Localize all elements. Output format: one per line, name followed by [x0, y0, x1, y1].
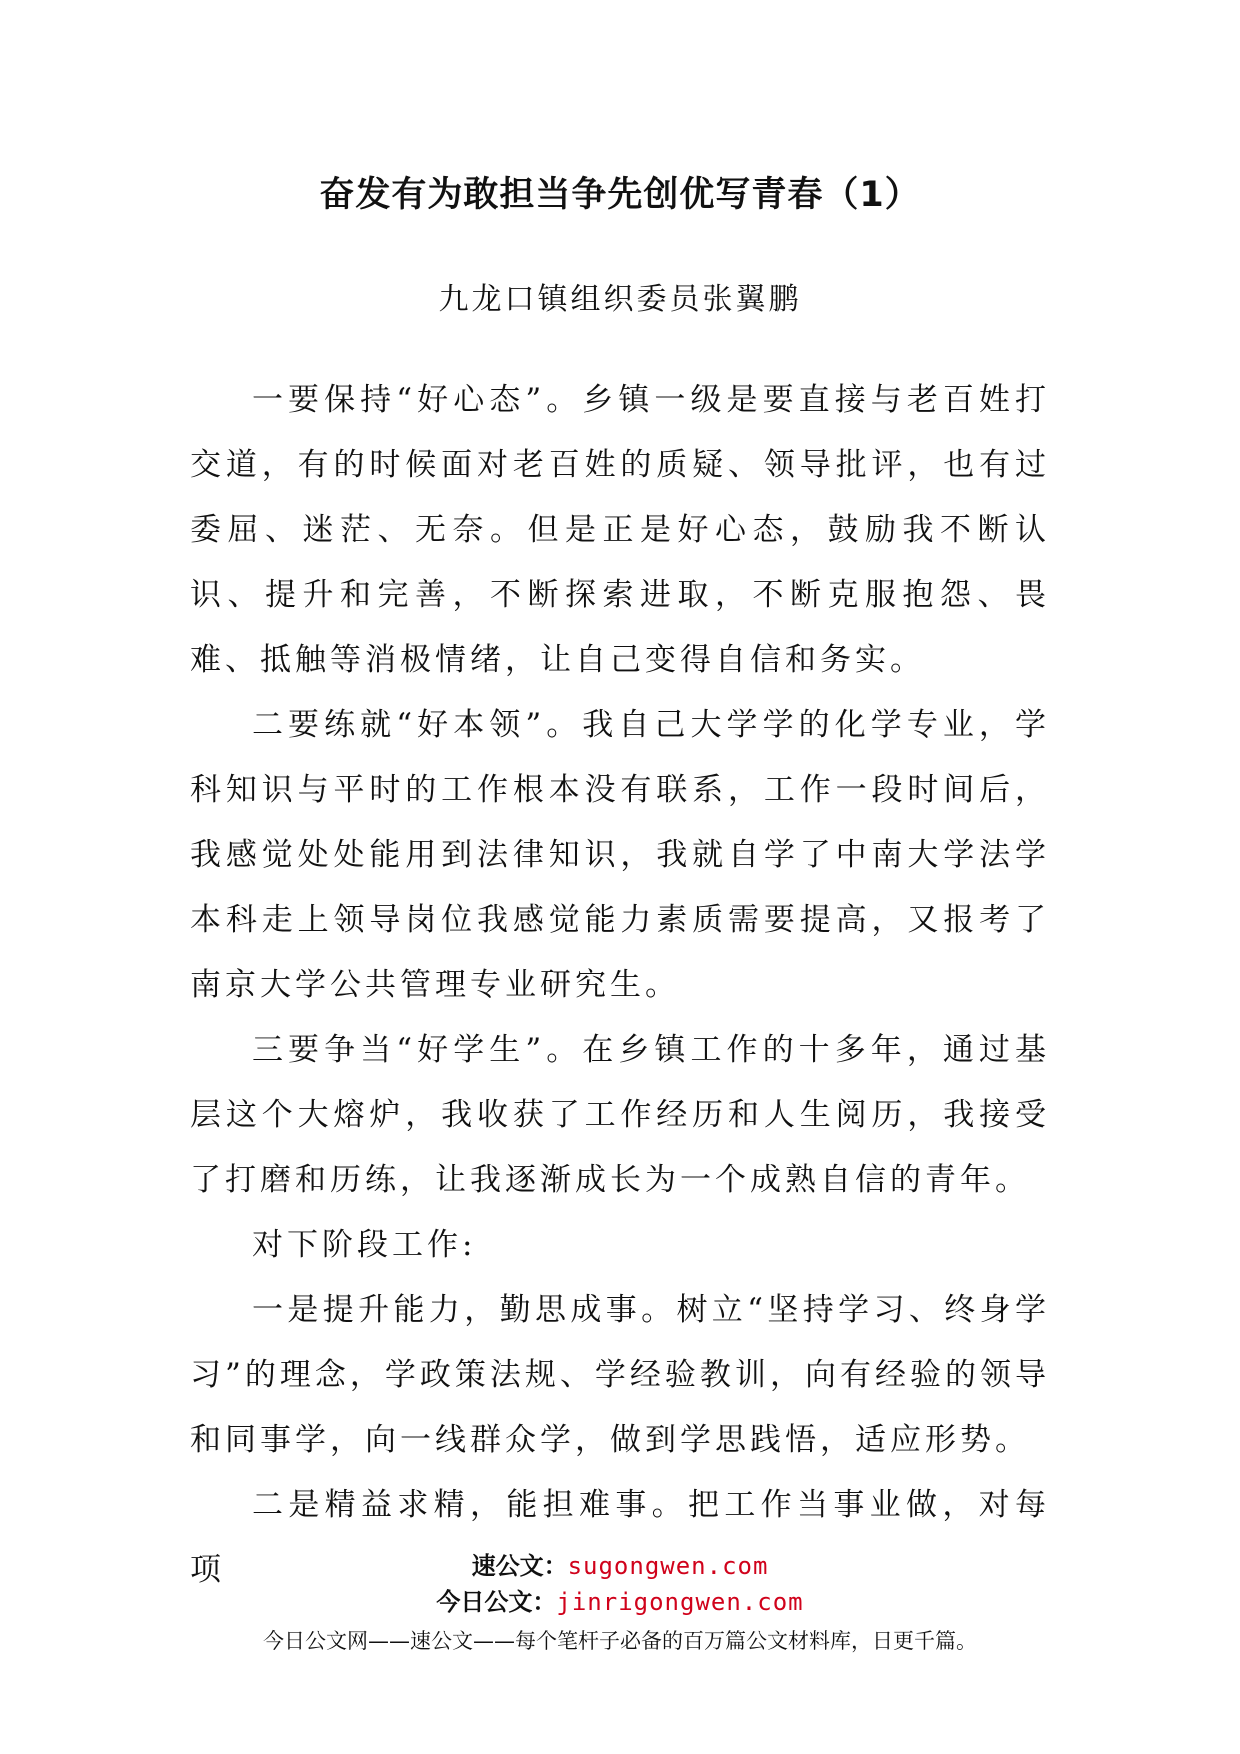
paragraph: 二要练就“好本领”。我自己大学学的化学专业，学科知识与平时的工作根本没有联系，工作一段时间后，我感觉处处能用到法律知识，我就自学了中南大学法学本科走上领导岗位我感觉能力素质需要提高，又报考了南京大学公共管理专业研究生。: [190, 707, 1050, 1003]
footer-label: 速公文：: [471, 1552, 568, 1580]
paragraph: 一要保持“好心态”。乡镇一级是要直接与老百姓打交道，有的时候面对老百姓的质疑、领导批评，也有过委屈、迷茫、无奈。但是正是好心态，鼓励我不断认识、提升和完善，不断探索进取，不断克服抱怨、畏难、抵触等消极情绪，让自己变得自信和务实。: [190, 382, 1050, 678]
document-author: 九龙口镇组织委员张翼鹏: [438, 282, 802, 317]
footer-line-sugongwen: [0, 1550, 1240, 1582]
document-title: 奋发有为敢担当争先创优写青春（1）: [319, 175, 921, 215]
footer-tagline: 今日公文网——速公文——每个笔杆子必备的百万篇公文材料库，日更千篇。: [263, 1629, 977, 1653]
footer-line-jinrigongwen: [0, 1586, 1240, 1618]
paragraph: 三要争当“好学生”。在乡镇工作的十多年，通过基层这个大熔炉，我收获了工作经历和人生阅历，我接受了打磨和历练，让我逐渐成长为一个成熟自信的青年。: [190, 1032, 1050, 1198]
document-body: [190, 368, 1050, 1603]
footer-label: 今日公文：: [436, 1588, 557, 1616]
footer-link-jinrigongwen[interactable]: jinrigongwen.com: [556, 1588, 804, 1616]
paragraph: 一是提升能力，勤思成事。树立“坚持学习、终身学习”的理念，学政策法规、学经验教训，向有经验的领导和同事学，向一线群众学，做到学思践悟，适应形势。: [190, 1292, 1050, 1458]
paragraph: 对下阶段工作:: [252, 1227, 477, 1263]
paragraph: 二是精益求精，能担难事。把工作当事业做，对每项: [190, 1487, 1050, 1588]
footer-link-sugongwen[interactable]: sugongwen.com: [567, 1552, 769, 1580]
